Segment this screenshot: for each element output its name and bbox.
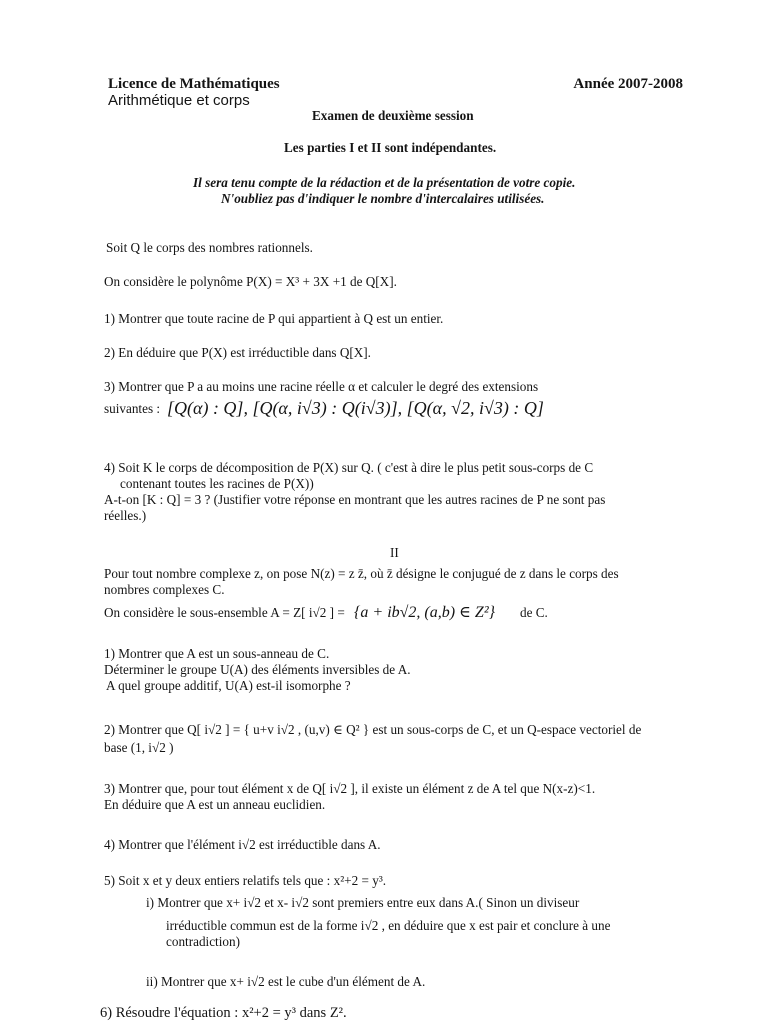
part2-question-5i-line1: i) Montrer que x+ i√2 et x- i√2 sont premiers entre eux dans A.( Sinon un diviseur — [146, 895, 580, 910]
part1-question-4-line1: 4) Soit K le corps de décomposition de P(X) sur Q. ( c'est à dire le plus petit sous-corps de C — [104, 460, 594, 475]
exam-title: Examen de deuxième session — [312, 108, 474, 123]
ring-set-definition: {a + ib√2, (a,b) ∈ Z²} — [354, 604, 496, 621]
part1-intro-1: Soit Q le corps des nombres rationnels. — [106, 240, 313, 255]
part1-question-4-line2: contenant toutes les racines de P(X)) — [120, 476, 314, 491]
part2-question-5i-line2: irréductible commun est de la forme i√2 , en déduire que x est pair et conclure à une — [166, 918, 611, 933]
part1-question-3-prefix: suivantes : — [104, 401, 161, 416]
part2-question-2-line1: 2) Montrer que Q[ i√2 ] = { u+v i√2 , (u,v) ∈ Q² } est un sous-corps de C, et un Q-espace vectoriel de — [104, 722, 642, 737]
instruction-line-1: Il sera tenu compte de la rédaction et de la présentation de votre copie. — [193, 175, 576, 190]
degree-title: Licence de Mathématiques — [108, 76, 280, 92]
part2-question-6: 6) Résoudre l'équation : x²+2 = y³ dans Z². — [100, 1005, 347, 1021]
part1-intro-2: On considère le polynôme P(X) = X³ + 3X +1 de Q[X]. — [104, 274, 397, 289]
part2-intro-line3-prefix: On considère le sous-ensemble A = Z[ i√2 ] = — [104, 605, 345, 620]
field-extension-degrees-formula: [Q(α) : Q], [Q(α, i√3) : Q(i√3)], [Q(α, √2, i√3) : Q] — [167, 398, 544, 418]
part2-intro-line1: Pour tout nombre complexe z, on pose N(z) = z z̄, où z̄ désigne le conjugué de z dans le corps des — [104, 566, 619, 581]
part2-question-3-line1: 3) Montrer que, pour tout élément x de Q[ i√2 ], il existe un élément z de A tel que N(x-z)<1. — [104, 781, 596, 796]
part2-question-5: 5) Soit x et y deux entiers relatifs tels que : x²+2 = y³. — [104, 873, 387, 888]
part2-question-2-line2: base (1, i√2 ) — [104, 740, 174, 755]
parts-note: Les parties I et II sont indépendantes. — [284, 140, 497, 155]
part2-question-3-line2: En déduire que A est un anneau euclidien. — [104, 797, 326, 812]
part1-question-1: 1) Montrer que toute racine de P qui appartient à Q est un entier. — [104, 311, 444, 326]
part1-question-4-line4: réelles.) — [104, 508, 147, 523]
course-title: Arithmétique et corps — [108, 92, 250, 109]
part2-question-1-line3: A quel groupe additif, U(A) est-il isomorphe ? — [106, 678, 351, 693]
part1-question-4-line3: A-t-on [K : Q] = 3 ? (Justifier votre réponse en montrant que les autres racines de P ne sont pas — [104, 492, 606, 507]
part2-intro-line3-suffix: de C. — [520, 605, 548, 620]
part1-question-2: 2) En déduire que P(X) est irréductible dans Q[X]. — [104, 345, 371, 360]
part2-intro-line2: nombres complexes C. — [104, 582, 225, 597]
part2-question-5ii: ii) Montrer que x+ i√2 est le cube d'un élément de A. — [146, 974, 426, 989]
part2-question-4: 4) Montrer que l'élément i√2 est irréductible dans A. — [104, 837, 381, 852]
part1-question-3-line1: 3) Montrer que P a au moins une racine réelle α et calculer le degré des extensions — [104, 379, 539, 394]
instruction-line-2: N'oubliez pas d'indiquer le nombre d'intercalaires utilisées. — [221, 191, 545, 206]
part2-question-1-line1: 1) Montrer que A est un sous-anneau de C. — [104, 646, 330, 661]
part2-heading: II — [390, 545, 399, 560]
part2-question-5i-line3: contradiction) — [166, 934, 240, 949]
part2-question-1-line2: Déterminer le groupe U(A) des éléments inversibles de A. — [104, 662, 411, 677]
academic-year: Année 2007-2008 — [573, 76, 683, 92]
